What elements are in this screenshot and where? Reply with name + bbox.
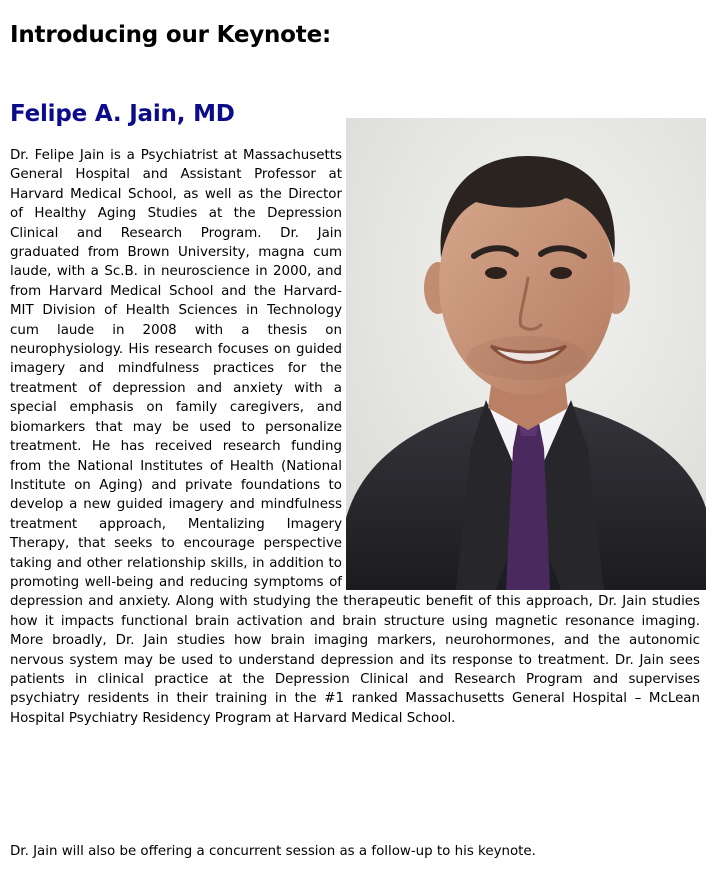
closing-note: Dr. Jain will also be offering a concurrent session as a follow-up to his keynote.	[10, 844, 536, 859]
bio-text: Dr. Felipe Jain is a Psychiatrist at Massachusetts General Hospital and Assistant Professor at Harvard Medical School, as well as the Director of Healthy Aging Studies at the Depression Clinical and Research Program. Dr. Jain graduated from Brown University, magna cum laude, with a Sc.B. in neuroscience in 2000, and from Harvard Medical School and the Harvard-MIT Division of Health Sciences in Technology cum laude in 2008 with a thesis on neurophysiology. His research focuses on guided imagery and mindfulness practices for the treatment of depression and anxiety with a special emphasis on family caregivers, and biomarkers that may be used to personalize treatment. He has received research funding from the National Institutes of Health (National Institute on Aging) and private foundations to develop a new guided imagery and mindfulness treatment approach, Mentalizing Imagery Therapy, that seeks to encourage perspective taking and other relationship skills, in addition to promoting well-being and reducing symptoms of depression and anxiety. Along with studying the therapeutic benefit of this approach, Dr. Jain studies how it impacts functional brain activation and brain structure using magnetic resonance imaging. More broadly, Dr. Jain studies how brain imaging markers, neurohormones, and the autonomic nervous system may be used to understand depression and its response to treatment. Dr. Jain sees patients in clinical practice at the Depression Clinical and Research Program and supervises psychiatry residents in their training in the #1 ranked Massachusetts General Hospital – McLean Hospital Psychiatry Residency Program at Harvard Medical School.	[10, 148, 700, 726]
speaker-name: Felipe A. Jain, MD	[10, 101, 235, 127]
speaker-bio	[10, 146, 700, 728]
page-heading: Introducing our Keynote:	[10, 22, 331, 48]
photo-float-spacer	[342, 146, 700, 592]
